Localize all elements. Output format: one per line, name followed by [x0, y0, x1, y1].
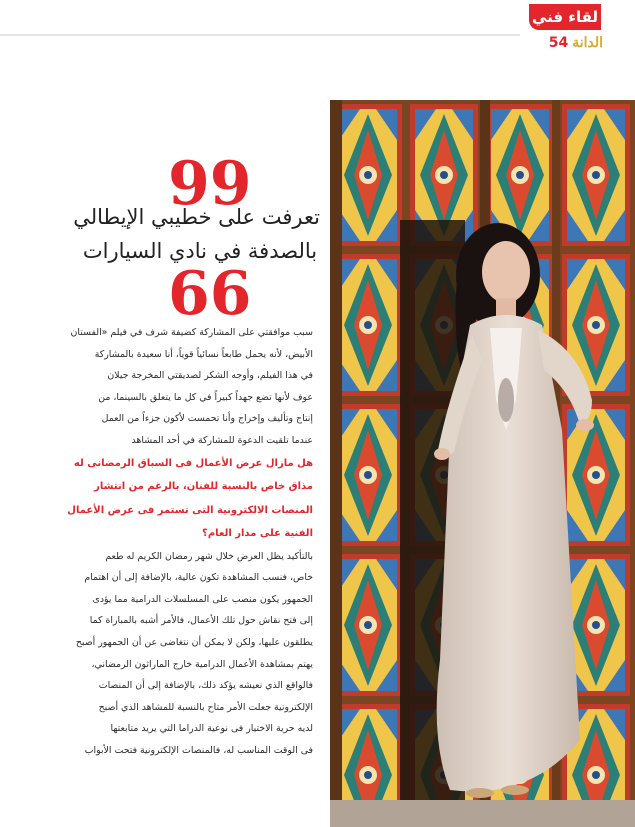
text-line: الإلكترونية جعلت الأمر متاح بالنسبة للمشاهد الذي أصبح — [98, 701, 313, 713]
paragraph-2 — [8, 546, 313, 762]
quote-open-mark: 99 — [168, 149, 252, 219]
text-line: فالواقع الذي نعيشه يؤكد ذلك، بالإضافة إلى أن المنصات — [98, 680, 313, 692]
text-line: عوف لأنها تضع جهداً كبيراً في كل ما يتعلق بالسينما، من — [98, 391, 313, 403]
magazine-row — [549, 34, 603, 52]
text-line: سبب موافقتي على المشاركة كضيفة شرف في فيلم «الفستان — [70, 327, 313, 338]
text-line: يطلقون عليها، ولكن لا يمكن أن نتغاضى عن أن الجمهور أصبح — [75, 636, 313, 648]
text-line: يهتم بمشاهدة الأعمال الدرامية خارج الماراثون الرمضاني، — [91, 658, 313, 670]
text-line: بالتأكيد يظل العرض خلال شهر رمضان الكريم له طعم — [105, 550, 313, 562]
header-rule — [0, 34, 520, 36]
article-body — [8, 322, 313, 762]
text-line: خاص، فنسب المشاهدة تكون عالية، بالإضافة إلى أن اهتمام — [84, 572, 313, 584]
question-line: هل مازال عرض الأعمال فى السباق الرمضانى له — [73, 457, 313, 469]
magazine-logo: الدانة — [572, 35, 603, 51]
text-line: لديه حرية الاختيار فى نوعية الدراما التي يريد متابعتها — [110, 723, 313, 735]
text-line: الجمهور يكون منصب على المسلسلات الدرامية مما يؤدى — [92, 593, 313, 605]
text-line: عندما تلقيت الدعوة للمشاركة في أحد المشاهد — [131, 434, 313, 446]
quote-close-mark: 66 — [168, 259, 252, 329]
interview-question — [8, 452, 313, 546]
text-line: في هذا الفيلم، وأوجه الشكر لصديقتي المخرجة جيلان — [107, 370, 313, 382]
question-line: الفنية على مدار العام؟ — [202, 528, 313, 540]
text-line: إنتاج وتأليف وإخراج وأنا تحمست لأكون جزءاً من العمل — [101, 413, 313, 425]
feature-photo — [330, 100, 635, 827]
section-tag: لقاء فني — [529, 4, 601, 30]
pull-quote — [73, 200, 320, 268]
question-line: المنصات الالكترونية التى تستمر فى عرض الأعمال — [67, 504, 313, 516]
paragraph-1 — [8, 322, 313, 452]
pull-quote-line: تعرفت على خطيبي الإيطالي — [73, 205, 320, 229]
text-line: إلى فتح نقاش حول تلك الأعمال، فالأمر أشبه بالمباراة كما — [89, 615, 313, 627]
text-line: الأبيض، لأنه يحمل طابعاً نسائياً قوياً، أنا سعيدة بالمشاركة — [94, 348, 313, 360]
pull-quote-line: بالصدفة في نادي السيارات — [82, 239, 318, 263]
text-line: فى الوقت المناسب له، فالمنصات الإلكترونية فتحت الأبواب — [84, 744, 313, 756]
page-number: 54 — [548, 35, 569, 51]
question-line: مذاق خاص بالنسبة للفنان، بالرغم من انتشار — [94, 481, 313, 493]
